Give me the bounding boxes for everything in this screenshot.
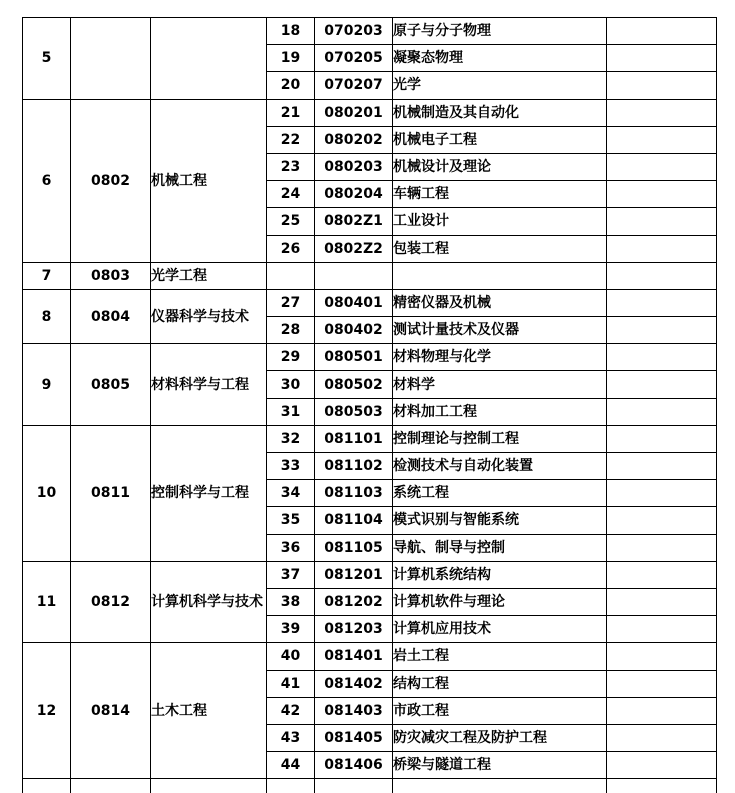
remarks-cell: [607, 643, 717, 670]
second-level-code: 081401: [315, 643, 393, 670]
second-level-name: 原子与分子物理: [393, 18, 607, 45]
remarks-cell: [607, 72, 717, 99]
second-level-name: 机械设计及理论: [393, 153, 607, 180]
second-level-number: 40: [267, 643, 315, 670]
second-level-name: 凝聚态物理: [393, 45, 607, 72]
second-level-name: 机械制造及其自动化: [393, 99, 607, 126]
table-row: [23, 425, 717, 452]
remarks-cell: [607, 724, 717, 751]
remarks-cell: [607, 208, 717, 235]
second-level-number: 26: [267, 235, 315, 262]
second-level-code: 080202: [315, 126, 393, 153]
second-level-code: 081402: [315, 670, 393, 697]
first-level-name: 光学工程: [151, 262, 267, 289]
first-level-number: 7: [23, 262, 71, 289]
remarks-cell: [607, 99, 717, 126]
second-level-code: [315, 262, 393, 289]
first-level-name: 计算机科学与技术: [151, 561, 267, 643]
first-level-number: 6: [23, 99, 71, 262]
second-level-number: 28: [267, 317, 315, 344]
second-level-name: 车辆工程: [393, 181, 607, 208]
second-level-code: 081201: [315, 561, 393, 588]
second-level-code: 081104: [315, 507, 393, 534]
second-level-name: 机械电子工程: [393, 126, 607, 153]
first-level-number: 10: [23, 425, 71, 561]
second-level-name: 计算机软件与理论: [393, 588, 607, 615]
remarks-cell: [607, 588, 717, 615]
remarks-cell: [607, 425, 717, 452]
second-level-code: 081406: [315, 752, 393, 779]
remarks-cell: [607, 153, 717, 180]
empty-cell: [393, 779, 607, 793]
remarks-cell: [607, 752, 717, 779]
first-level-code: 0802: [71, 99, 151, 262]
second-level-code: 081103: [315, 480, 393, 507]
second-level-code: 0802Z1: [315, 208, 393, 235]
first-level-name: 土木工程: [151, 643, 267, 779]
second-level-name: 光学: [393, 72, 607, 99]
first-level-code: [71, 18, 151, 100]
remarks-cell: [607, 235, 717, 262]
second-level-number: 39: [267, 616, 315, 643]
second-level-name: 桥梁与隧道工程: [393, 752, 607, 779]
first-level-name: 仪器科学与技术: [151, 289, 267, 343]
second-level-number: 34: [267, 480, 315, 507]
second-level-name: 防灾减灾工程及防护工程: [393, 724, 607, 751]
second-level-name: 控制理论与控制工程: [393, 425, 607, 452]
second-level-number: 22: [267, 126, 315, 153]
remarks-cell: [607, 45, 717, 72]
second-level-code: 070207: [315, 72, 393, 99]
second-level-number: 24: [267, 181, 315, 208]
second-level-code: 081202: [315, 588, 393, 615]
first-level-code: 0803: [71, 262, 151, 289]
first-level-code: 0811: [71, 425, 151, 561]
remarks-cell: [607, 181, 717, 208]
second-level-number: 18: [267, 18, 315, 45]
second-level-name: 材料物理与化学: [393, 344, 607, 371]
second-level-code: 070203: [315, 18, 393, 45]
discipline-table-body: [23, 18, 717, 793]
remarks-cell: [607, 616, 717, 643]
empty-cell: [607, 779, 717, 793]
second-level-name: 岩土工程: [393, 643, 607, 670]
table-row-partial: [23, 779, 717, 793]
second-level-name: 导航、制导与控制: [393, 534, 607, 561]
second-level-name: 精密仪器及机械: [393, 289, 607, 316]
second-level-number: 44: [267, 752, 315, 779]
second-level-number: [267, 262, 315, 289]
second-level-number: 32: [267, 425, 315, 452]
second-level-name: 模式识别与智能系统: [393, 507, 607, 534]
remarks-cell: [607, 561, 717, 588]
first-level-code: 0804: [71, 289, 151, 343]
second-level-name: 材料加工工程: [393, 398, 607, 425]
first-level-code: 0812: [71, 561, 151, 643]
second-level-name: 检测技术与自动化装置: [393, 453, 607, 480]
second-level-code: 080401: [315, 289, 393, 316]
second-level-number: 36: [267, 534, 315, 561]
table-row: [23, 643, 717, 670]
second-level-number: 33: [267, 453, 315, 480]
second-level-name: 测试计量技术及仪器: [393, 317, 607, 344]
remarks-cell: [607, 262, 717, 289]
second-level-code: 080501: [315, 344, 393, 371]
empty-cell: [151, 779, 267, 793]
second-level-number: 42: [267, 697, 315, 724]
remarks-cell: [607, 534, 717, 561]
first-level-number: 12: [23, 643, 71, 779]
empty-cell: [71, 779, 151, 793]
first-level-code: 0805: [71, 344, 151, 426]
second-level-name: 工业设计: [393, 208, 607, 235]
remarks-cell: [607, 507, 717, 534]
second-level-number: 21: [267, 99, 315, 126]
second-level-code: 080402: [315, 317, 393, 344]
second-level-number: 35: [267, 507, 315, 534]
remarks-cell: [607, 126, 717, 153]
second-level-code: 0802Z2: [315, 235, 393, 262]
remarks-cell: [607, 697, 717, 724]
empty-cell: [23, 779, 71, 793]
table-row: [23, 262, 717, 289]
remarks-cell: [607, 289, 717, 316]
remarks-cell: [607, 480, 717, 507]
remarks-cell: [607, 344, 717, 371]
first-level-code: 0814: [71, 643, 151, 779]
second-level-number: 20: [267, 72, 315, 99]
empty-cell: [315, 779, 393, 793]
second-level-code: 080502: [315, 371, 393, 398]
table-row: [23, 99, 717, 126]
second-level-number: 27: [267, 289, 315, 316]
second-level-number: 37: [267, 561, 315, 588]
second-level-number: 43: [267, 724, 315, 751]
second-level-code: 081101: [315, 425, 393, 452]
second-level-number: 29: [267, 344, 315, 371]
first-level-name: [151, 18, 267, 100]
second-level-number: 25: [267, 208, 315, 235]
second-level-name: 系统工程: [393, 480, 607, 507]
first-level-number: 8: [23, 289, 71, 343]
second-level-name: 计算机应用技术: [393, 616, 607, 643]
table-row: [23, 561, 717, 588]
first-level-name: 控制科学与工程: [151, 425, 267, 561]
remarks-cell: [607, 670, 717, 697]
second-level-code: 070205: [315, 45, 393, 72]
second-level-number: 38: [267, 588, 315, 615]
second-level-code: 081405: [315, 724, 393, 751]
second-level-number: 41: [267, 670, 315, 697]
second-level-number: 30: [267, 371, 315, 398]
second-level-number: 23: [267, 153, 315, 180]
remarks-cell: [607, 317, 717, 344]
first-level-name: 机械工程: [151, 99, 267, 262]
first-level-number: 5: [23, 18, 71, 100]
second-level-code: 081105: [315, 534, 393, 561]
remarks-cell: [607, 18, 717, 45]
second-level-code: 081403: [315, 697, 393, 724]
second-level-code: 080503: [315, 398, 393, 425]
remarks-cell: [607, 453, 717, 480]
remarks-cell: [607, 371, 717, 398]
second-level-number: 31: [267, 398, 315, 425]
first-level-number: 9: [23, 344, 71, 426]
second-level-name: [393, 262, 607, 289]
table-row: [23, 18, 717, 45]
second-level-name: 市政工程: [393, 697, 607, 724]
table-row: [23, 289, 717, 316]
second-level-code: 081102: [315, 453, 393, 480]
second-level-code: 081203: [315, 616, 393, 643]
remarks-cell: [607, 398, 717, 425]
discipline-table: [22, 17, 717, 793]
first-level-name: 材料科学与工程: [151, 344, 267, 426]
second-level-number: 19: [267, 45, 315, 72]
second-level-code: 080203: [315, 153, 393, 180]
second-level-name: 材料学: [393, 371, 607, 398]
second-level-name: 结构工程: [393, 670, 607, 697]
second-level-name: 计算机系统结构: [393, 561, 607, 588]
second-level-code: 080204: [315, 181, 393, 208]
second-level-name: 包装工程: [393, 235, 607, 262]
table-row: [23, 344, 717, 371]
empty-cell: [267, 779, 315, 793]
second-level-code: 080201: [315, 99, 393, 126]
first-level-number: 11: [23, 561, 71, 643]
